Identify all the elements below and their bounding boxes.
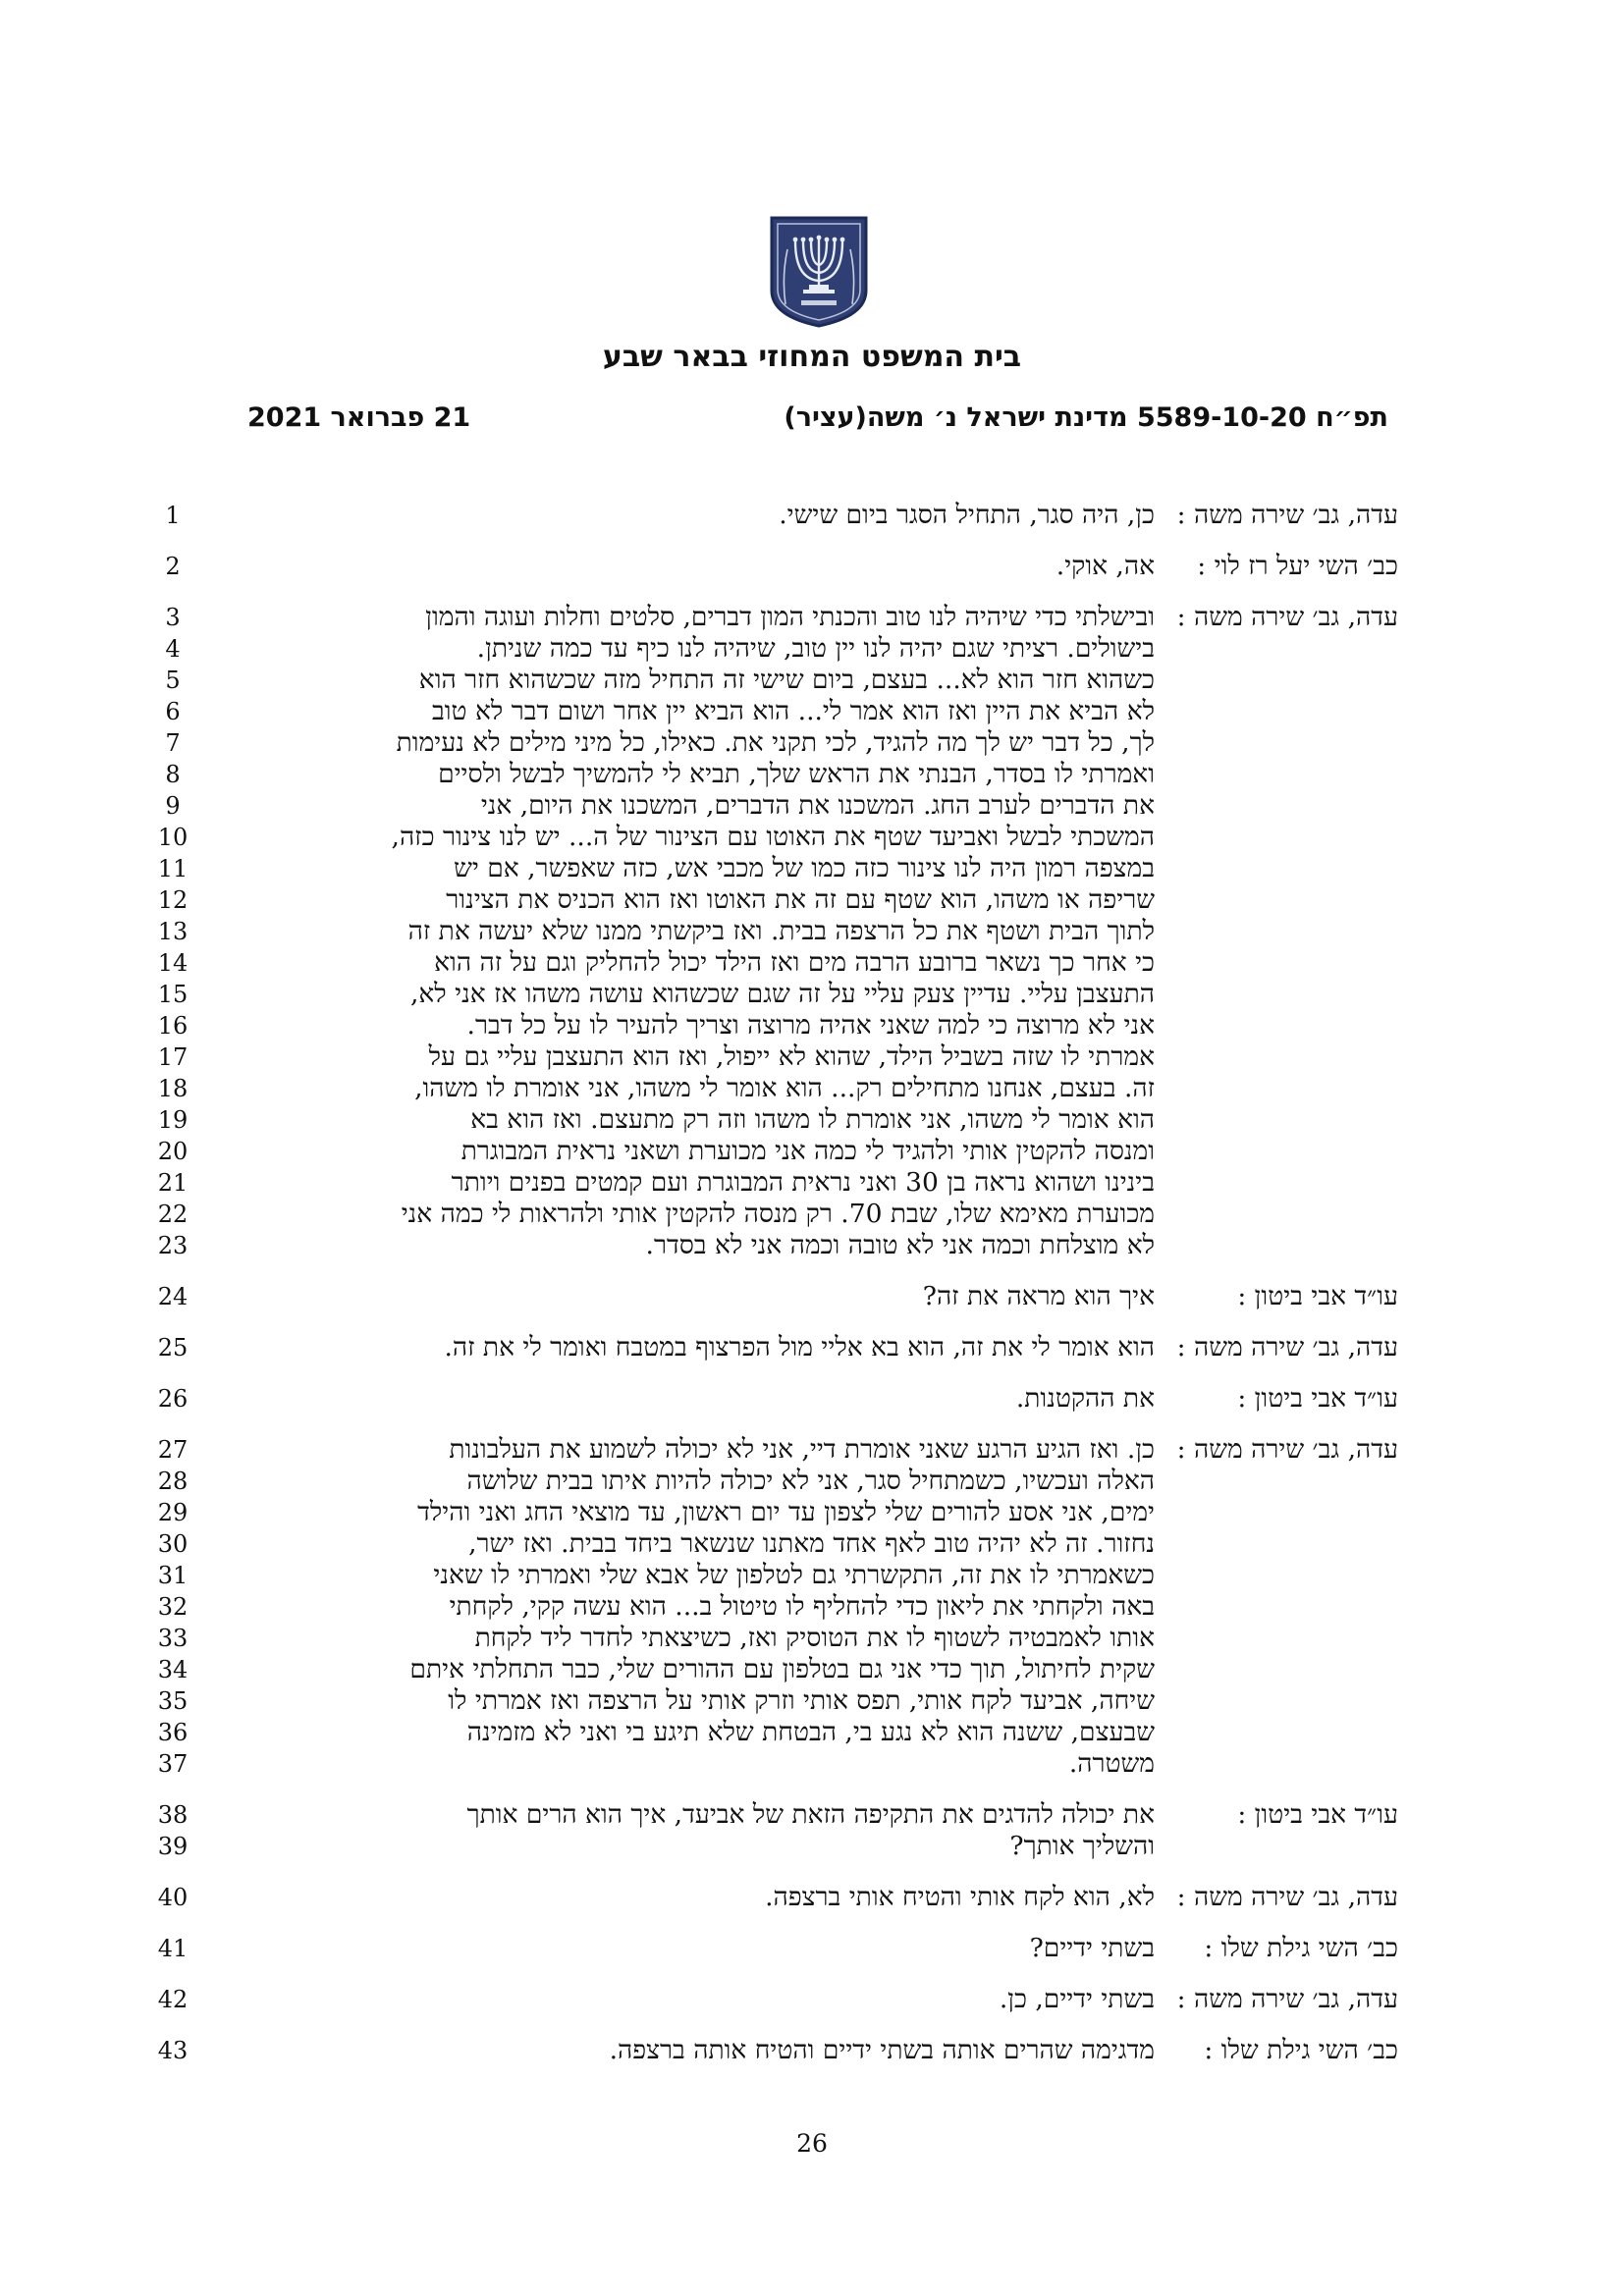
transcript-entry xyxy=(0,1332,1624,1363)
testimony-line: לא, הוא לקח אותי והטיח אותי ברצפה. xyxy=(765,1882,1155,1912)
speaker-label: כב׳ השי יעל רז לוי : xyxy=(1197,551,1398,581)
line-number: 29 xyxy=(157,1499,189,1526)
line-number: 31 xyxy=(157,1562,189,1589)
line-numbers xyxy=(147,1933,198,1964)
testimony-line: ומנסה להקטין אותי ולהגיד לי כמה אני מכוערת ושאני נראית המבוגרת xyxy=(460,1136,1155,1166)
testimony-text xyxy=(237,1332,1155,1363)
speaker-label: עדה, גב׳ שירה משה : xyxy=(1176,1332,1398,1362)
testimony-line: בישולים. רציתי שגם יהיה לנו יין טוב, שיהיה לנו כיף עד כמה שניתן. xyxy=(476,633,1155,664)
line-number: 5 xyxy=(165,667,181,694)
line-number: 19 xyxy=(157,1106,189,1134)
line-number: 2 xyxy=(165,553,181,580)
line-number: 41 xyxy=(157,1935,189,1962)
line-number: 7 xyxy=(165,729,181,757)
speaker-label: עו״ד אבי ביטון : xyxy=(1237,1281,1398,1311)
line-number: 16 xyxy=(157,1012,189,1040)
testimony-line: לא מוצלחת וכמה אני לא טובה וכמה אני לא בסדר. xyxy=(645,1230,1155,1260)
case-number: תפ״ח 5589-10-20 מדינת ישראל נ׳ משה(עציר) xyxy=(784,402,1388,433)
line-number: 22 xyxy=(157,1201,189,1228)
line-number: 39 xyxy=(157,1833,189,1860)
testimony-line: הוא אומר לי משהו, אני אומרת לו משהו וזה רק מתעצם. ואז הוא בא xyxy=(470,1104,1155,1135)
testimony-line: באה ולקחתי את ליאון כדי להחליף לו טיטול ב... הוא עשה קקי, לקחתי xyxy=(449,1591,1155,1622)
line-number: 26 xyxy=(157,1385,189,1413)
line-number: 36 xyxy=(157,1719,189,1746)
transcript-entry xyxy=(0,551,1624,582)
testimony-line: מדגימה שהרים אותה בשתי ידיים והטיח אותה ברצפה. xyxy=(609,2035,1155,2065)
line-number: 6 xyxy=(165,698,181,725)
line-number: 32 xyxy=(157,1593,189,1621)
line-number: 18 xyxy=(157,1075,189,1102)
transcript-entry xyxy=(0,1434,1624,1780)
testimony-line: את הדברים לערב החג. המשכנו את הדברים, המשכנו את היום, אני xyxy=(480,790,1155,821)
transcript-entry xyxy=(0,1281,1624,1312)
testimony-line: בינינו ושהוא נראה בן 30 ואני נראית המבוגרת ועם קמטים בפנים ויותר xyxy=(451,1167,1155,1198)
line-number: 1 xyxy=(165,502,181,529)
testimony-line: בשתי ידיים, כן. xyxy=(999,1984,1155,2014)
line-numbers xyxy=(147,551,198,582)
testimony-line: והשליך אותך? xyxy=(1009,1831,1155,1861)
testimony-text xyxy=(237,1984,1155,2015)
line-number: 12 xyxy=(157,886,189,914)
testimony-line: את יכולה להדגים את התקיפה הזאת של אביעד, איך הוא הרים אותך xyxy=(466,1799,1155,1830)
testimony-text xyxy=(237,2035,1155,2066)
testimony-line: הוא אומר לי את זה, הוא בא אליי מול הפרצוף במטבח ואומר לי את זה. xyxy=(444,1332,1155,1362)
testimony-line: שבעצם, ששנה הוא לא נגע בי, הבטחת שלא תיגע בי ואני לא מזמינה xyxy=(466,1717,1155,1747)
speaker-label: עדה, גב׳ שירה משה : xyxy=(1176,500,1398,530)
line-numbers xyxy=(147,1434,198,1780)
testimony-line: כן. ואז הגיע הרגע שאני אומרת דיי, אני לא יכולה לשמוע את העלבונות xyxy=(449,1434,1155,1465)
testimony-text xyxy=(237,1434,1155,1780)
speaker-label: עו״ד אבי ביטון : xyxy=(1237,1799,1398,1830)
hearing-date: 21 פברואר 2021 xyxy=(247,402,471,433)
line-number: 23 xyxy=(157,1232,189,1259)
line-number: 10 xyxy=(157,824,189,851)
testimony-line: כי אחר כך נשאר ברובע הרבה מים ואז הילד יכול להחליק וגם על זה הוא xyxy=(434,947,1155,978)
line-number: 13 xyxy=(157,918,189,945)
line-number: 3 xyxy=(165,604,181,631)
transcript-entry xyxy=(0,2035,1624,2066)
testimony-line: שיחה, אביעד לקח אותי, תפס אותי וזרק אותי על הרצפה ואז אמרתי לו xyxy=(448,1685,1155,1716)
transcript-entry xyxy=(0,1933,1624,1964)
testimony-line: את ההקטנות. xyxy=(1015,1383,1155,1414)
testimony-line: אה, אוקי. xyxy=(1056,551,1155,581)
line-numbers xyxy=(147,1882,198,1913)
testimony-line: משטרה. xyxy=(1068,1748,1155,1779)
transcript-entry xyxy=(0,1984,1624,2015)
speaker-label: עדה, גב׳ שירה משה : xyxy=(1176,1882,1398,1912)
line-numbers xyxy=(147,1332,198,1363)
line-numbers xyxy=(147,1383,198,1415)
line-number: 37 xyxy=(157,1750,189,1778)
testimony-line: אותו לאמבטיה לשטוף לו את הטוסיק ואז, כשיצאתי לחדר ליד לקחת xyxy=(474,1623,1155,1653)
court-name: בית המשפט המחוזי בבאר שבע xyxy=(602,340,1022,374)
testimony-line: איך הוא מראה את זה? xyxy=(922,1281,1155,1311)
line-number: 28 xyxy=(157,1468,189,1495)
line-number: 4 xyxy=(165,635,181,663)
line-number: 40 xyxy=(157,1884,189,1911)
testimony-line: ימים, אני אסע להורים שלי לצפון עד יום ראשון, עד מוצאי החג ואני והילד xyxy=(417,1497,1155,1527)
line-numbers xyxy=(147,1799,198,1862)
testimony-line: כשאמרתי לו את זה, התקשרתי גם לטלפון של אבא שלי ואמרתי לו שאני xyxy=(433,1560,1155,1590)
line-number: 24 xyxy=(157,1283,189,1310)
line-numbers xyxy=(147,2035,198,2066)
testimony-line: התעצבן עליי. עדיין צעק עליי על זה שגם שכשהוא עושה משהו אז אני לא, xyxy=(409,979,1155,1009)
speaker-label: כב׳ השי גילת שלו : xyxy=(1204,2035,1398,2065)
line-number: 34 xyxy=(157,1656,189,1683)
transcript-entry xyxy=(0,1882,1624,1913)
speaker-label: כב׳ השי גילת שלו : xyxy=(1204,1933,1398,1963)
line-number: 33 xyxy=(157,1625,189,1652)
testimony-line: במצפה רמון היה לנו צינור כזה כמו של מכבי אש, כזה שאפשר, אם יש xyxy=(454,853,1155,883)
line-numbers xyxy=(147,602,198,1261)
line-number: 9 xyxy=(165,792,181,820)
transcript-entry xyxy=(0,602,1624,1261)
testimony-line: מכוערת מאימא שלו, שבת 70. רק מנסה להקטין אותי ולהראות לי כמה אני xyxy=(401,1199,1155,1229)
transcript-entry xyxy=(0,500,1624,531)
testimony-line: המשכתי לבשל ואביעד שטף את האוטו עם הצינור של ה... יש לנו צינור כזה, xyxy=(391,822,1155,852)
line-numbers xyxy=(147,1984,198,2015)
line-number: 20 xyxy=(157,1138,189,1165)
line-number: 14 xyxy=(157,949,189,977)
testimony-line: ובישלתי כדי שיהיה לנו טוב והכנתי המון דברים, סלטים וחלות ועוגה והמון xyxy=(425,602,1155,632)
line-number: 15 xyxy=(157,981,189,1008)
line-number: 30 xyxy=(157,1530,189,1558)
testimony-line: לך, כל דבר יש לך מה להגיד, לכי תקני את. כאילו, כל מיני מילים לא נעימות xyxy=(396,727,1155,758)
transcript-entry xyxy=(0,1383,1624,1415)
page-number: 26 xyxy=(796,2129,828,2158)
speaker-label: עדה, גב׳ שירה משה : xyxy=(1176,1434,1398,1465)
testimony-text xyxy=(237,602,1155,1261)
line-numbers xyxy=(147,1281,198,1312)
testimony-text xyxy=(237,1281,1155,1312)
speaker-label: עדה, גב׳ שירה משה : xyxy=(1176,1984,1398,2014)
line-number: 42 xyxy=(157,1986,189,2013)
line-number: 43 xyxy=(157,2037,189,2064)
testimony-text xyxy=(237,1799,1155,1862)
testimony-line: ואמרתי לו בסדר, הבנתי את הראש שלך, תביא לי להמשיך לבשל ולסיים xyxy=(438,759,1155,789)
testimony-line: כשהוא חזר הוא לא... בעצם, ביום שישי זה התחיל מזה שכשהוא חזר הוא xyxy=(418,665,1155,695)
testimony-line: בשתי ידיים? xyxy=(1029,1933,1155,1963)
line-numbers xyxy=(147,500,198,531)
line-number: 8 xyxy=(165,761,181,788)
line-number: 25 xyxy=(157,1334,189,1362)
line-number: 35 xyxy=(157,1687,189,1715)
testimony-line: לתוך הבית ושטף את כל הרצפה בבית. ואז ביקשתי ממנו שלא יעשה את זה xyxy=(407,916,1155,946)
line-number: 21 xyxy=(157,1169,189,1197)
testimony-line: לא הביא את היין ואז הוא אמר לי... הוא הביא יין אחר ושום דבר לא טוב xyxy=(431,696,1155,726)
testimony-line: האלה ועכשיו, כשמתחיל סגר, אני לא יכולה להיות איתו בבית שלושה xyxy=(466,1466,1155,1496)
testimony-text xyxy=(237,1882,1155,1913)
speaker-label: עדה, גב׳ שירה משה : xyxy=(1176,602,1398,632)
testimony-line: אמרתי לו שזה בשביל הילד, שהוא לא ייפול, ואז הוא התעצבן עליי גם על xyxy=(428,1041,1155,1072)
testimony-line: נחזור. זה לא יהיה טוב לאף אחד מאתנו שנשאר ביחד בבית. ואז ישר, xyxy=(468,1528,1155,1559)
testimony-line: אני לא מרוצה כי למה שאני אהיה מרוצה וצריך להעיר לו על כל דבר. xyxy=(466,1010,1155,1041)
testimony-text xyxy=(237,1383,1155,1415)
line-number: 38 xyxy=(157,1801,189,1829)
testimony-line: שריפה או משהו, הוא שטף עם זה את האוטו ואז הוא הכניס את הצינור xyxy=(446,884,1155,915)
testimony-text xyxy=(237,1933,1155,1964)
line-number: 27 xyxy=(157,1436,189,1464)
testimony-line: כן, היה סגר, התחיל הסגר ביום שישי. xyxy=(779,500,1155,530)
transcript-entry xyxy=(0,1799,1624,1862)
testimony-line: זה. בעצם, אנחנו מתחילים רק... הוא אומר לי משהו, אני אומרת לו משהו, xyxy=(414,1073,1155,1103)
speaker-label: עו״ד אבי ביטון : xyxy=(1237,1383,1398,1414)
testimony-line: שקית לחיתול, תוך כדי אני גם בטלפון עם ההורים שלי, כבר התחלתי איתם xyxy=(409,1654,1155,1684)
testimony-text xyxy=(237,500,1155,531)
testimony-text xyxy=(237,551,1155,582)
line-number: 11 xyxy=(157,855,189,882)
line-number: 17 xyxy=(157,1043,189,1071)
